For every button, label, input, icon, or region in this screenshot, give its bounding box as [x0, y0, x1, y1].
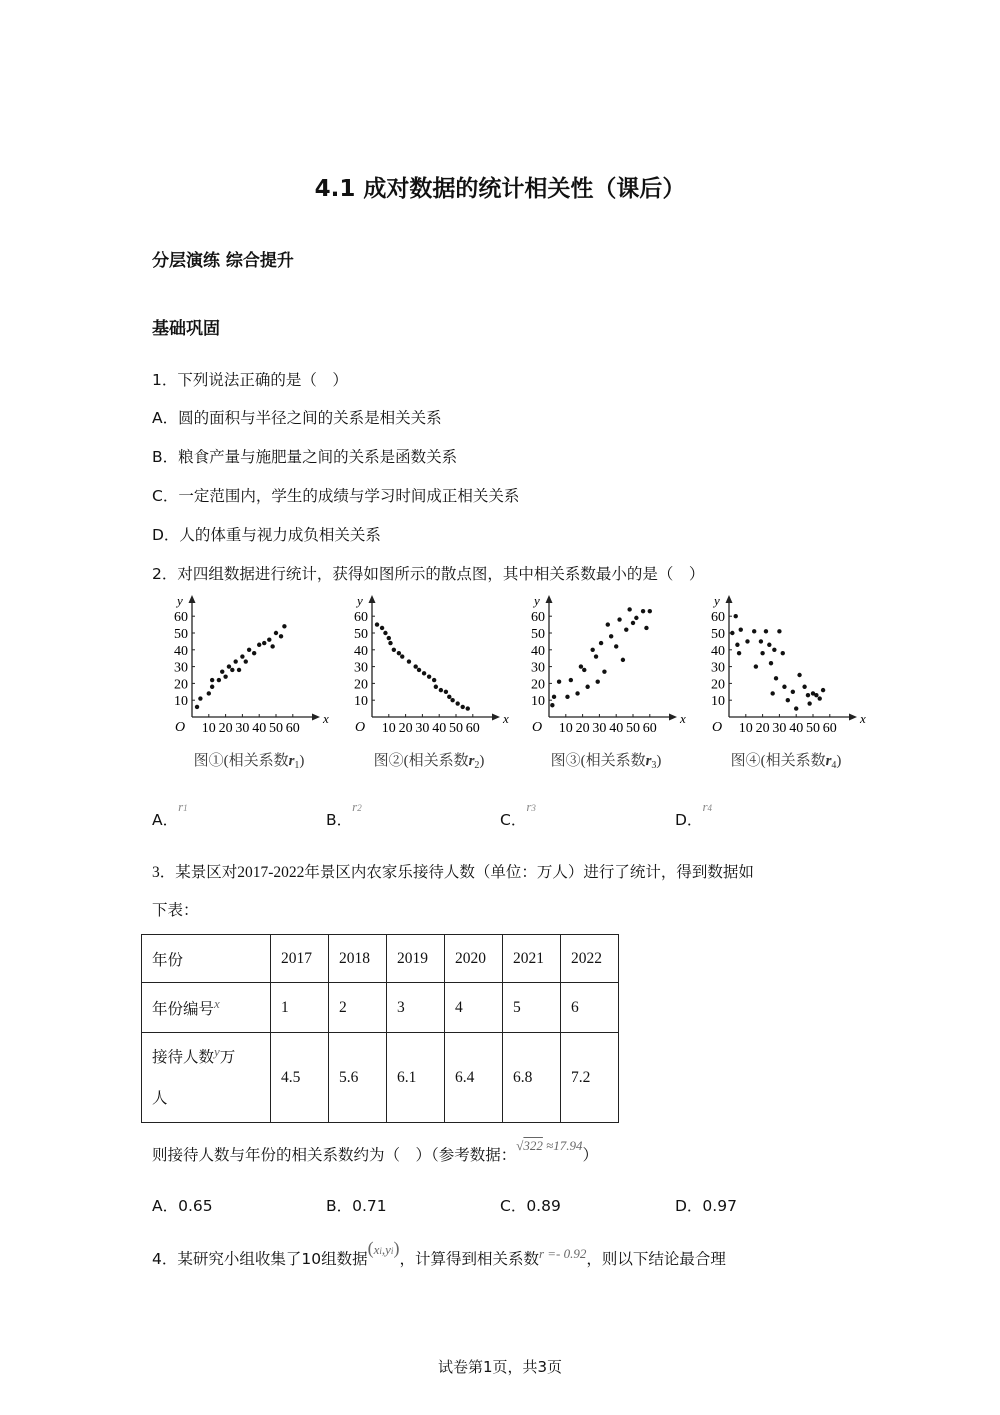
y-tick-label: 60	[711, 610, 725, 626]
scatter-point	[806, 693, 810, 697]
y-axis-arrow	[189, 595, 196, 603]
y-tick-label: 10	[531, 694, 545, 710]
y-tick-label: 20	[531, 677, 545, 693]
x-tick-label: 10	[558, 721, 573, 736]
y-tick-label: 20	[174, 677, 188, 693]
scatter-point	[427, 674, 431, 678]
scatter-point	[247, 648, 251, 652]
scatter-point	[450, 698, 454, 702]
x-tick-label: 40	[432, 721, 447, 736]
x-tick-label: 50	[626, 721, 640, 736]
x-axis-arrow	[669, 714, 677, 721]
scatter-point	[466, 706, 470, 710]
q2-option-d: D．$^{r4}$	[675, 799, 712, 829]
scatter-point	[210, 678, 214, 682]
scatter-point	[781, 651, 785, 655]
x-axis-label: x	[680, 711, 686, 726]
x-tick-label: 20	[218, 721, 233, 736]
scatter-point	[777, 629, 781, 633]
table-cell: 2022	[561, 935, 619, 983]
table-cell: 2018	[329, 935, 387, 983]
x-axis-label: x	[860, 711, 866, 726]
scatter-point	[434, 685, 438, 689]
scatter-point	[770, 691, 774, 695]
x-tick-label: 30	[415, 721, 430, 736]
x-tick-label: 10	[381, 721, 396, 736]
scatter-point	[227, 664, 231, 668]
x-tick-label: 20	[755, 721, 770, 736]
scatter-point	[644, 626, 648, 630]
scatter-point	[774, 676, 778, 680]
y-tick-label: 30	[174, 660, 188, 676]
scatter-point	[237, 668, 241, 672]
scatter-point	[417, 668, 421, 672]
x-tick-label: 40	[609, 721, 624, 736]
scatter-point	[565, 695, 569, 699]
y-tick-label: 60	[354, 610, 368, 626]
y-tick-label: 60	[174, 610, 188, 626]
q1-option-a: A．圆的面积与半径之间的关系是相关关系	[152, 409, 442, 427]
x-axis-label: x	[503, 711, 509, 726]
x-tick-label: 50	[269, 721, 283, 736]
y-axis-label: y	[357, 593, 363, 608]
scatter-point	[557, 680, 561, 684]
scatter-point	[223, 674, 227, 678]
x-tick-label: 60	[642, 721, 657, 736]
x-axis-arrow	[849, 714, 857, 721]
scatter-point	[797, 673, 801, 677]
x-tick-label: 60	[285, 721, 300, 736]
scatter-point	[734, 614, 738, 618]
table-cell: 6.4	[445, 1033, 503, 1123]
scatter-point	[759, 639, 763, 643]
visitor-data-table	[141, 934, 619, 1123]
scatter-point	[579, 664, 583, 668]
scatter-point	[455, 701, 459, 705]
y-axis-arrow	[369, 595, 376, 603]
x-axis-label: x	[323, 711, 329, 726]
scatter-point	[582, 668, 586, 672]
scatter-point	[444, 690, 448, 694]
scatter-point	[422, 671, 426, 675]
figure-caption: 图②(相关系数$r_2$)	[373, 753, 485, 771]
q3-stem-line1: 3．某景区对2017-2022年景区内农家乐接待人数（单位：万人）进行了统计，得到数据如	[152, 864, 754, 881]
y-tick-label: 10	[354, 694, 368, 710]
table-row-label: 年份	[142, 935, 271, 983]
x-tick-label: 20	[398, 721, 413, 736]
scatter-point	[772, 648, 776, 652]
scatter-point	[590, 648, 594, 652]
scatter-point	[400, 654, 404, 658]
figure-caption: 图③(相关系数$r_3$)	[550, 753, 662, 771]
q4-stem: 4．某研究小组收集了10组数据$^{(xi,yi)}$，计算得到相关系数$^{r =- 0.92}$，则以下结论最合理	[152, 1238, 726, 1268]
scatter-point	[648, 609, 652, 613]
scatter-point	[447, 695, 451, 699]
y-tick-label: 20	[354, 677, 368, 693]
y-axis-label: y	[534, 593, 540, 608]
scatter-plot-4	[711, 593, 866, 771]
scatter-point	[614, 644, 618, 648]
y-tick-label: 40	[531, 643, 545, 659]
scatter-point	[207, 691, 211, 695]
table-cell: 3	[387, 983, 445, 1033]
scatter-point	[807, 701, 811, 705]
table-cell: 6	[561, 983, 619, 1033]
table-cell: 5.6	[329, 1033, 387, 1123]
scatter-point	[233, 659, 237, 663]
x-tick-label: 10	[201, 721, 216, 736]
y-tick-label: 10	[174, 694, 188, 710]
y-tick-label: 20	[711, 677, 725, 693]
scatter-point	[274, 631, 278, 635]
scatter-point	[594, 654, 598, 658]
origin-label: O	[355, 720, 366, 735]
scatter-point	[279, 634, 283, 638]
scatter-point	[210, 685, 214, 689]
scatter-point	[821, 688, 825, 692]
scatter-point	[220, 669, 224, 673]
figure-caption: 图①(相关系数$r_1$)	[193, 753, 305, 771]
q2-stem: 2．对四组数据进行统计，获得如图所示的散点图，其中相关系数最小的是（ ）	[152, 565, 705, 583]
scatter-point	[392, 648, 396, 652]
scatter-point	[407, 659, 411, 663]
x-tick-label: 50	[449, 721, 463, 736]
scatter-point	[818, 696, 822, 700]
scatter-point	[602, 669, 606, 673]
origin-label: O	[532, 720, 543, 735]
q1-stem: 1．下列说法正确的是（ ）	[152, 371, 348, 389]
q3-stem-line2: 下表：	[152, 901, 199, 919]
y-axis-label: y	[714, 593, 720, 608]
table-row-label: 接待人数$^y$万 人	[142, 1033, 271, 1123]
scatter-point	[802, 685, 806, 689]
scatter-point	[413, 664, 417, 668]
y-tick-label: 30	[531, 660, 545, 676]
scatter-point	[375, 622, 379, 626]
y-tick-label: 50	[354, 627, 368, 642]
scatter-point	[760, 651, 764, 655]
scatter-point	[631, 621, 635, 625]
q2-option-c: C．$^{r3}$	[500, 799, 536, 829]
scatter-plot-3	[531, 593, 686, 771]
y-tick-label: 10	[711, 694, 725, 710]
x-tick-label: 40	[252, 721, 267, 736]
scatter-point	[262, 641, 266, 645]
q3-option-b: B．0.71	[326, 1197, 387, 1215]
scatter-point	[257, 643, 261, 647]
scatter-point	[769, 661, 773, 665]
table-cell: 2020	[445, 935, 503, 983]
table-cell: 6.1	[387, 1033, 445, 1123]
scatter-point	[388, 641, 392, 645]
scatter-point	[609, 634, 613, 638]
table-cell: 2	[329, 983, 387, 1033]
x-tick-label: 30	[592, 721, 607, 736]
scatter-point	[735, 643, 739, 647]
scatter-point	[461, 705, 465, 709]
scatter-point	[230, 668, 234, 672]
table-cell: 1	[271, 983, 329, 1033]
x-axis-arrow	[312, 714, 320, 721]
section-heading-basic: 基础巩固	[152, 319, 220, 339]
q3-option-d: D．0.97	[675, 1197, 737, 1215]
x-tick-label: 30	[772, 721, 787, 736]
y-tick-label: 30	[711, 660, 725, 676]
scatter-point	[791, 690, 795, 694]
scatter-point	[240, 654, 244, 658]
scatter-point	[737, 651, 741, 655]
x-tick-label: 40	[789, 721, 804, 736]
scatter-point	[754, 664, 758, 668]
scatter-point	[267, 638, 271, 642]
scatter-point	[606, 622, 610, 626]
q2-option-a: A．$^{r1}$	[152, 799, 188, 829]
x-tick-label: 60	[465, 721, 480, 736]
scatter-point	[244, 659, 248, 663]
scatter-point	[641, 609, 645, 613]
y-tick-label: 50	[174, 627, 188, 642]
origin-label: O	[712, 720, 723, 735]
scatter-figures	[150, 590, 880, 780]
table-row-year	[142, 935, 619, 983]
scatter-point	[786, 698, 790, 702]
scatter-point	[195, 705, 199, 709]
table-cell: 5	[503, 983, 561, 1033]
scatter-point	[814, 693, 818, 697]
q1-option-d: D．人的体重与视力成负相关关系	[152, 526, 381, 544]
y-tick-label: 50	[531, 627, 545, 642]
x-axis-arrow	[492, 714, 500, 721]
scatter-plot-2	[354, 593, 509, 771]
table-row-label: 年份编号$^x$	[142, 983, 271, 1033]
scatter-point	[596, 680, 600, 684]
page-title: 4.1 成对数据的统计相关性（课后）	[314, 176, 686, 202]
scatter-point	[627, 607, 631, 611]
q3-option-c: C．0.89	[500, 1197, 561, 1215]
x-tick-label: 50	[806, 721, 820, 736]
scatter-point	[599, 641, 603, 645]
table-cell: 2021	[503, 935, 561, 983]
scatter-point	[739, 627, 743, 631]
section-heading-layered: 分层演练 综合提升	[152, 251, 294, 271]
scatter-point	[621, 658, 625, 662]
scatter-point	[752, 629, 756, 633]
scatter-point	[397, 651, 401, 655]
table-row-visitors	[142, 1033, 619, 1123]
scatter-point	[767, 643, 771, 647]
scatter-plot-1	[174, 593, 329, 771]
y-tick-label: 40	[174, 643, 188, 659]
table-row-index	[142, 983, 619, 1033]
table-cell: 4	[445, 983, 503, 1033]
table-cell: 2017	[271, 935, 329, 983]
x-tick-label: 30	[235, 721, 250, 736]
scatter-point	[617, 617, 621, 621]
scatter-point	[585, 685, 589, 689]
page-footer: 试卷第1页，共3页	[437, 1358, 563, 1376]
scatter-point	[387, 636, 391, 640]
scatter-point	[575, 691, 579, 695]
scatter-point	[745, 639, 749, 643]
scatter-point	[730, 631, 734, 635]
scatter-point	[764, 629, 768, 633]
q2-option-b: B．$^{r2}$	[326, 799, 362, 829]
scatter-point	[569, 678, 573, 682]
scatter-point	[634, 616, 638, 620]
scatter-point	[794, 706, 798, 710]
scatter-point	[198, 696, 202, 700]
scatter-point	[383, 631, 387, 635]
x-tick-label: 60	[822, 721, 837, 736]
q1-option-b: B．粮食产量与施肥量之间的关系是函数关系	[152, 448, 458, 466]
table-cell: 6.8	[503, 1033, 561, 1123]
y-axis-label: y	[177, 593, 183, 608]
y-tick-label: 60	[531, 610, 545, 626]
y-tick-label: 50	[711, 627, 725, 642]
q3-question: 则接待人数与年份的相关系数约为（ ）（参考数据：$^{√322 \approx 17.94}$）	[152, 1138, 599, 1164]
scatter-point	[439, 688, 443, 692]
scatter-point	[624, 627, 628, 631]
table-cell: 4.5	[271, 1033, 329, 1123]
y-axis-arrow	[726, 595, 733, 603]
origin-label: O	[175, 720, 186, 735]
y-tick-label: 30	[354, 660, 368, 676]
table-cell: 7.2	[561, 1033, 619, 1123]
scatter-point	[270, 644, 274, 648]
q3-option-a: A．0.65	[152, 1197, 213, 1215]
scatter-point	[782, 685, 786, 689]
y-axis-arrow	[546, 595, 553, 603]
scatter-point	[552, 695, 556, 699]
table-cell: 2019	[387, 935, 445, 983]
q1-option-c: C．一定范围内，学生的成绩与学习时间成正相关关系	[152, 487, 520, 505]
scatter-point	[217, 678, 221, 682]
scatter-point	[550, 703, 554, 707]
scatter-point	[380, 626, 384, 630]
figure-caption: 图④(相关系数$r_4$)	[730, 753, 842, 771]
y-tick-label: 40	[711, 643, 725, 659]
scatter-point	[432, 678, 436, 682]
x-tick-label: 20	[575, 721, 590, 736]
x-tick-label: 10	[738, 721, 753, 736]
y-tick-label: 40	[354, 643, 368, 659]
scatter-point	[252, 651, 256, 655]
scatter-point	[282, 624, 286, 628]
